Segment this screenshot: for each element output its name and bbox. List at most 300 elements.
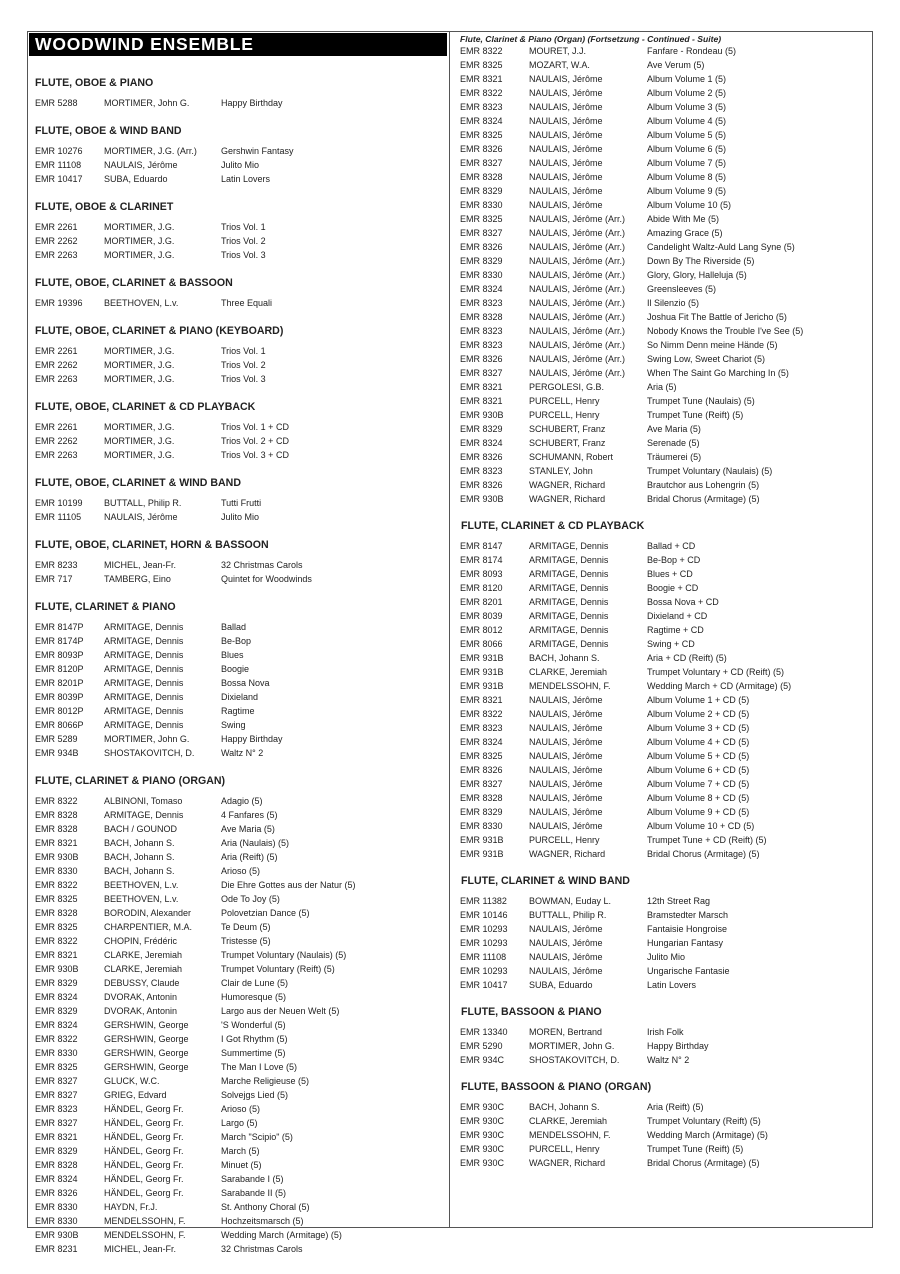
- catalog-row: [455, 623, 871, 637]
- composer: CHARPENTIER, M.A.: [104, 922, 193, 932]
- catalog-row: [455, 72, 871, 86]
- catalog-row: [455, 100, 871, 114]
- composer: ALBINONI, Tomaso: [104, 796, 183, 806]
- composer: SCHUBERT, Franz: [529, 424, 606, 434]
- catalog-number: EMR 8327: [460, 779, 503, 789]
- catalog-row: [29, 850, 447, 864]
- catalog-row: [455, 1128, 871, 1142]
- title: Joshua Fit The Battle of Jericho (5): [647, 312, 787, 322]
- catalog-number: EMR 8323: [460, 466, 503, 476]
- title: Greensleeves (5): [647, 284, 717, 294]
- catalog-row: [455, 324, 871, 338]
- composer: HÄNDEL, Georg Fr.: [104, 1104, 184, 1114]
- composer: BACH / GOUNOD: [104, 824, 178, 834]
- catalog-number: EMR 5289: [35, 734, 78, 744]
- catalog-row: [29, 864, 447, 878]
- catalog-number: EMR 19396: [35, 298, 83, 308]
- title: Album Volume 4 + CD (5): [647, 737, 750, 747]
- catalog-section: [29, 538, 447, 586]
- catalog-row: [29, 344, 447, 358]
- catalog-number: EMR 13340: [460, 1027, 508, 1037]
- catalog-row: [29, 1200, 447, 1214]
- composer: PURCELL, Henry: [529, 835, 600, 845]
- catalog-number: EMR 930C: [460, 1130, 505, 1140]
- composer: NAULAIS, Jérôme: [529, 966, 603, 976]
- title: Candelight Waltz-Auld Lang Syne (5): [647, 242, 795, 252]
- title: Il Silenzio (5): [647, 298, 700, 308]
- catalog-row: [29, 676, 447, 690]
- composer: SUBA, Eduardo: [104, 174, 168, 184]
- composer: HÄNDEL, Georg Fr.: [104, 1118, 184, 1128]
- catalog-number: EMR 5290: [460, 1041, 503, 1051]
- catalog-row: [29, 794, 447, 808]
- composer: GERSHWIN, George: [104, 1020, 189, 1030]
- catalog-number: EMR 8326: [35, 1188, 78, 1198]
- title: When The Saint Go Marching In (5): [647, 368, 789, 378]
- catalog-row: [455, 142, 871, 156]
- title: Tutti Frutti: [221, 498, 262, 508]
- section-heading: FLUTE, CLARINET & PIANO (ORGAN): [35, 775, 226, 787]
- composer: MORTIMER, J.G.: [104, 236, 175, 246]
- title: St. Anthony Choral (5): [221, 1202, 310, 1212]
- catalog-row: [29, 1060, 447, 1074]
- title: Largo (5): [221, 1118, 258, 1128]
- catalog-row: [455, 922, 871, 936]
- catalog-number: EMR 8323: [460, 326, 503, 336]
- composer: MOURET, J.J.: [529, 46, 587, 56]
- catalog-row: [455, 380, 871, 394]
- catalog-row: [29, 296, 447, 310]
- catalog-number: EMR 8328: [460, 172, 503, 182]
- title: Aria (Naulais) (5): [221, 838, 290, 848]
- catalog-row: [29, 704, 447, 718]
- title: Album Volume 2 + CD (5): [647, 709, 750, 719]
- catalog-row: [455, 436, 871, 450]
- title: Album Volume 10 (5): [647, 200, 732, 210]
- title: Trios Vol. 3 + CD: [221, 450, 289, 460]
- catalog-number: EMR 8330: [35, 1216, 78, 1226]
- title: Album Volume 7 + CD (5): [647, 779, 750, 789]
- section-heading: FLUTE, BASSOON & PIANO: [461, 1006, 602, 1018]
- catalog-number: EMR 8321: [460, 74, 503, 84]
- catalog-number: EMR 8330: [460, 270, 503, 280]
- catalog-number: EMR 8329: [35, 1006, 78, 1016]
- catalog-number: EMR 8325: [35, 922, 78, 932]
- catalog-number: EMR 8233: [35, 560, 78, 570]
- catalog-number: EMR 8326: [460, 242, 503, 252]
- catalog-number: EMR 8322: [35, 936, 78, 946]
- title: Album Volume 10 + CD (5): [647, 821, 755, 831]
- composer: HAYDN, Fr.J.: [104, 1202, 158, 1212]
- catalog-row: [455, 581, 871, 595]
- catalog-number: EMR 8323: [460, 723, 503, 733]
- composer: NAULAIS, Jérôme: [104, 160, 178, 170]
- catalog-number: EMR 10293: [460, 966, 508, 976]
- composer: ARMITAGE, Dennis: [104, 810, 184, 820]
- catalog-row: [455, 567, 871, 581]
- catalog-row: [455, 1025, 871, 1039]
- catalog-number: EMR 8330: [460, 821, 503, 831]
- catalog-number: EMR 931B: [460, 835, 504, 845]
- title: Wedding March + CD (Armitage) (5): [647, 681, 792, 691]
- catalog-row: [455, 170, 871, 184]
- title: Tristesse (5): [221, 936, 271, 946]
- title: 12th Street Rag: [647, 896, 711, 906]
- catalog-row: [455, 338, 871, 352]
- title: Nobody Knows the Trouble I've See (5): [647, 326, 804, 336]
- title: Marche Religieuse (5): [221, 1076, 310, 1086]
- composer: HÄNDEL, Georg Fr.: [104, 1146, 184, 1156]
- composer: NAULAIS, Jérôme: [104, 512, 178, 522]
- composer: ARMITAGE, Dennis: [104, 636, 184, 646]
- catalog-number: EMR 8147: [460, 541, 503, 551]
- title: Fanfare - Rondeau (5): [647, 46, 737, 56]
- composer: MICHEL, Jean-Fr.: [104, 560, 177, 570]
- catalog-number: EMR 10417: [460, 980, 508, 990]
- catalog-section: [29, 324, 447, 386]
- catalog-number: EMR 931B: [460, 667, 504, 677]
- catalog-section: [29, 400, 447, 462]
- catalog-row: [29, 906, 447, 920]
- catalog-row: [29, 144, 447, 158]
- catalog-number: EMR 8325: [460, 130, 503, 140]
- title: 32 Christmas Carols: [221, 560, 303, 570]
- title: Trios Vol. 1 + CD: [221, 422, 289, 432]
- catalog-number: EMR 8330: [35, 1202, 78, 1212]
- composer: MORTIMER, J.G. (Arr.): [104, 146, 197, 156]
- title: Trumpet Voluntary (Naulais) (5): [221, 950, 347, 960]
- composer: MORTIMER, John G.: [104, 98, 190, 108]
- catalog-row: [455, 450, 871, 464]
- composer: MORTIMER, J.G.: [104, 222, 175, 232]
- catalog-number: EMR 8039: [460, 611, 503, 621]
- catalog-row: [455, 763, 871, 777]
- composer: SCHUBERT, Franz: [529, 438, 606, 448]
- right-column: [455, 33, 871, 1183]
- composer: NAULAIS, Jérôme: [529, 144, 603, 154]
- continued-title: Flute, Clarinet & Piano (Organ) (Fortsetzung - Continued - Suite): [460, 34, 722, 44]
- composer: NAULAIS, Jérôme (Arr.): [529, 354, 626, 364]
- title: Ave Maria (5): [647, 424, 701, 434]
- catalog-row: [29, 634, 447, 648]
- title: Julito Mio: [221, 160, 260, 170]
- composer: NAULAIS, Jérôme: [529, 130, 603, 140]
- composer: CLARKE, Jeremiah: [104, 964, 183, 974]
- title: Blues + CD: [647, 569, 693, 579]
- catalog-row: [29, 96, 447, 110]
- catalog-number: EMR 11382: [460, 896, 507, 906]
- section-heading: FLUTE, CLARINET & WIND BAND: [461, 875, 630, 887]
- title: Album Volume 5 + CD (5): [647, 751, 750, 761]
- section-heading: FLUTE, OBOE & PIANO: [35, 77, 154, 89]
- title: Trumpet Voluntary + CD (Reift) (5): [647, 667, 784, 677]
- title: Bossa Nova + CD: [647, 597, 719, 607]
- title: Minuet (5): [221, 1160, 262, 1170]
- composer: DVORAK, Antonin: [104, 1006, 178, 1016]
- composer: ARMITAGE, Dennis: [529, 639, 609, 649]
- catalog-number: EMR 8324: [460, 116, 503, 126]
- catalog-number: EMR 8329: [460, 186, 503, 196]
- catalog-number: EMR 930B: [35, 1230, 79, 1240]
- catalog-row: [29, 718, 447, 732]
- composer: GERSHWIN, George: [104, 1062, 189, 1072]
- catalog-number: EMR 8329: [35, 978, 78, 988]
- catalog-number: EMR 930C: [460, 1158, 505, 1168]
- composer: MORTIMER, J.G.: [104, 422, 175, 432]
- catalog-row: [455, 707, 871, 721]
- title: Wedding March (Armitage) (5): [221, 1230, 342, 1240]
- title: 'S Wonderful (5): [221, 1020, 286, 1030]
- title: Album Volume 8 + CD (5): [647, 793, 750, 803]
- title: Album Volume 9 + CD (5): [647, 807, 750, 817]
- title: Aria + CD (Reift) (5): [647, 653, 727, 663]
- title: Waltz N° 2: [647, 1055, 690, 1065]
- catalog-number: EMR 8330: [35, 866, 78, 876]
- catalog-section: [455, 519, 871, 861]
- title: March (5): [221, 1146, 260, 1156]
- title: Ballad + CD: [647, 541, 696, 551]
- title: Swing Low, Sweet Chariot (5): [647, 354, 766, 364]
- composer: NAULAIS, Jérôme (Arr.): [529, 228, 626, 238]
- catalog-number: EMR 2262: [35, 236, 78, 246]
- catalog-row: [455, 1039, 871, 1053]
- catalog-row: [29, 746, 447, 760]
- catalog-row: [29, 808, 447, 822]
- title: Down By The Riverside (5): [647, 256, 755, 266]
- catalog-row: [455, 114, 871, 128]
- catalog-row: [455, 637, 871, 651]
- title: Fantaisie Hongroise: [647, 924, 728, 934]
- catalog-number: EMR 8120: [460, 583, 503, 593]
- catalog-row: [455, 777, 871, 791]
- composer: BEETHOVEN, L.v.: [104, 894, 179, 904]
- composer: ARMITAGE, Dennis: [529, 611, 609, 621]
- composer: HÄNDEL, Georg Fr.: [104, 1174, 184, 1184]
- section-heading: FLUTE, OBOE & WIND BAND: [35, 125, 182, 137]
- title: Trumpet Tune (Naulais) (5): [647, 396, 755, 406]
- section-heading: FLUTE, OBOE, CLARINET & PIANO (KEYBOARD): [35, 325, 284, 337]
- composer: NAULAIS, Jérôme: [529, 200, 603, 210]
- catalog-number: EMR 8326: [460, 452, 503, 462]
- title: 32 Christmas Carols: [221, 1244, 303, 1254]
- composer: NAULAIS, Jérôme: [529, 793, 603, 803]
- title: Album Volume 3 (5): [647, 102, 727, 112]
- composer: NAULAIS, Jérôme (Arr.): [529, 214, 626, 224]
- title: Boogie: [221, 664, 250, 674]
- composer: GRIEG, Edvard: [104, 1090, 167, 1100]
- catalog-row: [455, 665, 871, 679]
- page-banner: WOODWIND ENSEMBLE: [29, 33, 447, 56]
- catalog-row: [29, 1228, 447, 1242]
- title: Trios Vol. 1: [221, 346, 266, 356]
- catalog-row: [29, 358, 447, 372]
- title: Hungarian Fantasy: [647, 938, 724, 948]
- catalog-row: [455, 819, 871, 833]
- title: Ballad: [221, 622, 247, 632]
- composer: NAULAIS, Jérôme: [529, 751, 603, 761]
- catalog-number: EMR 8012: [460, 625, 503, 635]
- catalog-number: EMR 8321: [460, 382, 503, 392]
- catalog-row: [455, 268, 871, 282]
- catalog-row: [455, 894, 871, 908]
- catalog-row: [29, 620, 447, 634]
- composer: MORTIMER, J.G.: [104, 250, 175, 260]
- catalog-row: [29, 372, 447, 386]
- title: Polovetzian Dance (5): [221, 908, 310, 918]
- catalog-number: EMR 8329: [35, 1146, 78, 1156]
- catalog-row: [29, 962, 447, 976]
- title: Album Volume 2 (5): [647, 88, 727, 98]
- section-heading: FLUTE, CLARINET & PIANO: [35, 601, 176, 613]
- catalog-section: [29, 276, 447, 310]
- title: Album Volume 9 (5): [647, 186, 727, 196]
- title: I Got Rhythm (5): [221, 1034, 288, 1044]
- title: Three Equali: [221, 298, 273, 308]
- composer: SHOSTAKOVITCH, D.: [529, 1055, 620, 1065]
- catalog-number: EMR 8325: [460, 214, 503, 224]
- catalog-row: [29, 920, 447, 934]
- section-heading: FLUTE, OBOE, CLARINET & CD PLAYBACK: [35, 401, 256, 413]
- composer: PURCELL, Henry: [529, 410, 600, 420]
- composer: PERGOLESI, G.B.: [529, 382, 605, 392]
- composer: BACH, Johann S.: [104, 866, 175, 876]
- left-column: [29, 33, 447, 1270]
- catalog-row: [455, 936, 871, 950]
- catalog-number: EMR 930B: [35, 852, 79, 862]
- catalog-number: EMR 8327: [35, 1076, 78, 1086]
- title: Happy Birthday: [221, 734, 283, 744]
- composer: MICHEL, Jean-Fr.: [104, 1244, 177, 1254]
- title: Brautchor aus Lohengrin (5): [647, 480, 760, 490]
- section-heading: FLUTE, OBOE, CLARINET, HORN & BASSOON: [35, 539, 269, 551]
- composer: MORTIMER, J.G.: [104, 436, 175, 446]
- composer: ARMITAGE, Dennis: [104, 664, 184, 674]
- title: Irish Folk: [647, 1027, 684, 1037]
- title: Ave Maria (5): [221, 824, 275, 834]
- catalog-number: EMR 8324: [35, 992, 78, 1002]
- catalog-number: EMR 8012P: [35, 706, 84, 716]
- composer: MORTIMER, J.G.: [104, 374, 175, 384]
- composer: NAULAIS, Jérôme: [529, 737, 603, 747]
- title: Solvejgs Lied (5): [221, 1090, 289, 1100]
- catalog-number: EMR 930C: [460, 1144, 505, 1154]
- composer: NAULAIS, Jérôme: [529, 938, 603, 948]
- catalog-number: EMR 8326: [460, 765, 503, 775]
- composer: PURCELL, Henry: [529, 396, 600, 406]
- catalog-section: [29, 76, 447, 110]
- catalog-section: [29, 124, 447, 186]
- catalog-number: EMR 11108: [35, 160, 82, 170]
- composer: BUTTALL, Philip R.: [529, 910, 607, 920]
- section-heading: FLUTE, OBOE & CLARINET: [35, 201, 174, 213]
- catalog-row: [455, 693, 871, 707]
- title: Julito Mio: [647, 952, 686, 962]
- title: Boogie + CD: [647, 583, 699, 593]
- composer: BACH, Johann S.: [104, 852, 175, 862]
- catalog-row: [455, 422, 871, 436]
- catalog-row: [455, 805, 871, 819]
- catalog-row: [455, 408, 871, 422]
- composer: STANLEY, John: [529, 466, 593, 476]
- catalog-row: [29, 648, 447, 662]
- catalog-row: [455, 296, 871, 310]
- catalog-row: [29, 1032, 447, 1046]
- composer: MENDELSSOHN, F.: [104, 1230, 186, 1240]
- catalog-number: EMR 10276: [35, 146, 83, 156]
- catalog-row: [29, 976, 447, 990]
- catalog-number: EMR 8324: [460, 737, 503, 747]
- composer: NAULAIS, Jérôme: [529, 779, 603, 789]
- catalog-row: [29, 172, 447, 186]
- catalog-number: EMR 8322: [460, 709, 503, 719]
- title: Album Volume 6 + CD (5): [647, 765, 750, 775]
- composer: HÄNDEL, Georg Fr.: [104, 1188, 184, 1198]
- catalog-row: [29, 448, 447, 462]
- catalog-row: [455, 212, 871, 226]
- catalog-row: [29, 158, 447, 172]
- catalog-row: [455, 847, 871, 861]
- catalog-row: [29, 822, 447, 836]
- title: Swing + CD: [647, 639, 695, 649]
- title: Trumpet Voluntary (Reift) (5): [647, 1116, 761, 1126]
- title: Trumpet Voluntary (Naulais) (5): [647, 466, 773, 476]
- catalog-row: [455, 86, 871, 100]
- title: Träumerei (5): [647, 452, 702, 462]
- composer: BOWMAN, Euday L.: [529, 896, 612, 906]
- title: Humoresque (5): [221, 992, 287, 1002]
- catalog-row: [455, 310, 871, 324]
- title: Clair de Lune (5): [221, 978, 289, 988]
- composer: NAULAIS, Jérôme: [529, 102, 603, 112]
- composer: MORTIMER, J.G.: [104, 450, 175, 460]
- title: Album Volume 4 (5): [647, 116, 727, 126]
- catalog-row: [455, 1114, 871, 1128]
- catalog-number: EMR 930B: [460, 494, 504, 504]
- catalog-row: [29, 1074, 447, 1088]
- catalog-number: EMR 717: [35, 574, 73, 584]
- composer: MENDELSSOHN, F.: [529, 681, 611, 691]
- composer: NAULAIS, Jérôme (Arr.): [529, 368, 626, 378]
- catalog-row: [455, 240, 871, 254]
- catalog-row: [455, 1156, 871, 1170]
- title: Bridal Chorus (Armitage) (5): [647, 494, 760, 504]
- catalog-number: EMR 8324: [460, 284, 503, 294]
- title: Trumpet Voluntary (Reift) (5): [221, 964, 335, 974]
- catalog-number: EMR 930C: [460, 1102, 505, 1112]
- composer: NAULAIS, Jérôme: [529, 88, 603, 98]
- composer: ARMITAGE, Dennis: [104, 650, 184, 660]
- catalog-row: [29, 948, 447, 962]
- composer: MENDELSSOHN, F.: [529, 1130, 611, 1140]
- catalog-number: EMR 8321: [35, 1132, 78, 1142]
- catalog-row: [455, 394, 871, 408]
- catalog-row: [455, 595, 871, 609]
- catalog-number: EMR 8321: [35, 950, 78, 960]
- catalog-number: EMR 8329: [460, 424, 503, 434]
- catalog-number: EMR 8323: [460, 340, 503, 350]
- catalog-row: [29, 558, 447, 572]
- section-heading: FLUTE, OBOE, CLARINET & WIND BAND: [35, 477, 241, 489]
- catalog-row: [29, 496, 447, 510]
- composer: NAULAIS, Jérôme: [529, 952, 603, 962]
- composer: BORODIN, Alexander: [104, 908, 192, 918]
- catalog-row: [455, 833, 871, 847]
- catalog-number: EMR 8325: [460, 751, 503, 761]
- title: Happy Birthday: [221, 98, 283, 108]
- composer: BACH, Johann S.: [104, 838, 175, 848]
- catalog-row: [455, 651, 871, 665]
- catalog-number: EMR 8322: [35, 1034, 78, 1044]
